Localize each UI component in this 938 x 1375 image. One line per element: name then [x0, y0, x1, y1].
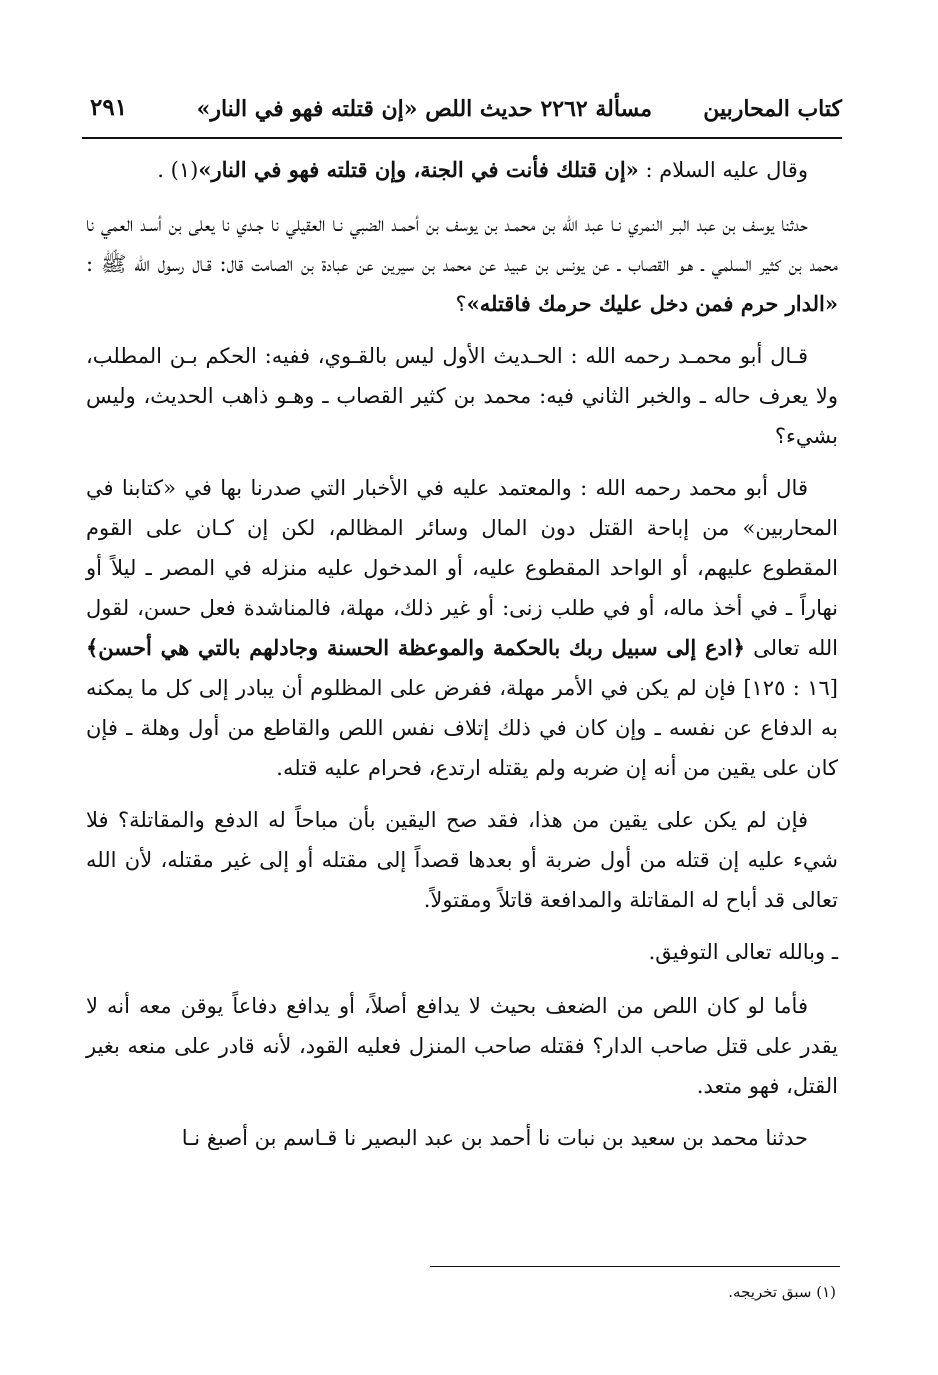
paragraph-commentary-4: فأما لو كان اللص من الضعف بحيث لا يدافع أصلاً، أو يدافع دفاعاً يوقن معه أنه لا يقدر على قتل صاحب الدار؟ فقتله صاحب المنزل فعليه القود، لأنه قادر على منعه بغير القتل، فهو متعد.	[86, 994, 838, 1098]
paragraph-hadith-quote	[86, 150, 838, 190]
footnote: (١) سبق تخريجه.	[728, 1283, 836, 1301]
page-number: ٢٩١	[90, 94, 128, 121]
chain-text: حدثنا يوسف بن عبد البـر النمري نـا عبد الله بن محمـد بن يوسف بن أحمـد الضبي نـا العقيلي نا جـدي نا يعلى بن أسـد العمي نا محمد بن كثير السلمي ـ هـو القصاب ـ عن يونس بن عبيد عن محمد بن سيرين عن عبادة بن الصامت قال: قـال رسول الله ﷺ :	[86, 212, 838, 276]
main-text	[86, 150, 838, 1170]
issue-title: مسألة ٢٢٦٢ حديث اللص «إن قتلته فهو في النار»	[196, 96, 652, 122]
chain-tail: ؟	[455, 292, 467, 316]
paragraph-commentary-2	[86, 468, 838, 788]
closing-phrase: ـ وبالله تعالى التوفيق.	[648, 940, 838, 964]
hadith-text-2: «الدار حرم فمن دخل عليك حرمك فاقتله»	[466, 291, 838, 316]
footnote-marker: (١) .	[157, 158, 199, 182]
paragraph-chain-2: حدثنا محمد بن سعيد بن نبات نا أحمد بن عبد البصير نا قـاسم بن أصبغ نـا	[181, 1126, 808, 1150]
book-title: كتاب المحاربين	[703, 96, 842, 122]
commentary-2-part-2: [١٦ : ١٢٥] فإن لم يكن في الأمر مهلة، ففرض على المظلوم أن يبادر إلى كل ما يمكنه به الدفاع عن نفسه ـ وإن كان في ذلك إتلاف نفس اللص والقاطع من أول وهلة ـ فإن كان على يقين من أنه إن ضربه ولم يقتله ارتدع، فحرام عليه قتله.	[86, 676, 838, 780]
commentary-2-part-1: قال أبو محمد رحمه الله : والمعتمد عليه في الأخبار التي صدرنا بها في «كتابنا في المحاربين» من إباحة القتل دون المال وسائر المظالم، لكن إن كـان على القوم المقطوع عليهم، أو الواحد المقطوع عليه، أو المدخول عليه منزله في المصر ـ ليلاً أو نهاراً ـ في أخذ ماله، أو في طلب زنى: أو غير ذلك، مهلة، فالمناشدة فعل حسن، لقول الله تعالى	[86, 476, 838, 660]
hadith-text: «إن قتلك فأنت في الجنة، وإن قتلته فهو في النار»	[198, 157, 639, 182]
quran-verse: ﴿ادع إلى سبيل ربك بالحكمة والموعظة الحسنة وجادلهم بالتي هي أحسن﴾	[86, 635, 745, 660]
hadith-intro: وقال عليه السلام :	[638, 158, 808, 182]
footnote-divider	[430, 1266, 840, 1267]
paragraph-commentary-3: فإن لم يكن على يقين من هذا، فقد صح اليقين بأن مباحاً له الدفع والمقاتلة؟ فلا شيء عليه إن قتله من أول ضربة أو بعدها قصداً إلى مقتله أو إلى غير مقتله، لأن الله تعالى قد أباح له المقاتلة والمدافعة قاتلاً ومقتولاً.	[86, 808, 838, 912]
paragraph-commentary-1: قـال أبو محمـد رحمه الله : الحـديث الأول ليس بالقـوي، ففيه: الحكم بـن المطلب، ولا يعرف حاله ـ والخبر الثاني فيه: محمد بن كثير القصاب ـ وهـو ذاهب الحديث، وليس بشيء؟	[86, 344, 838, 448]
running-header	[82, 90, 842, 136]
paragraph-chain	[86, 204, 838, 324]
header-divider	[82, 137, 842, 139]
